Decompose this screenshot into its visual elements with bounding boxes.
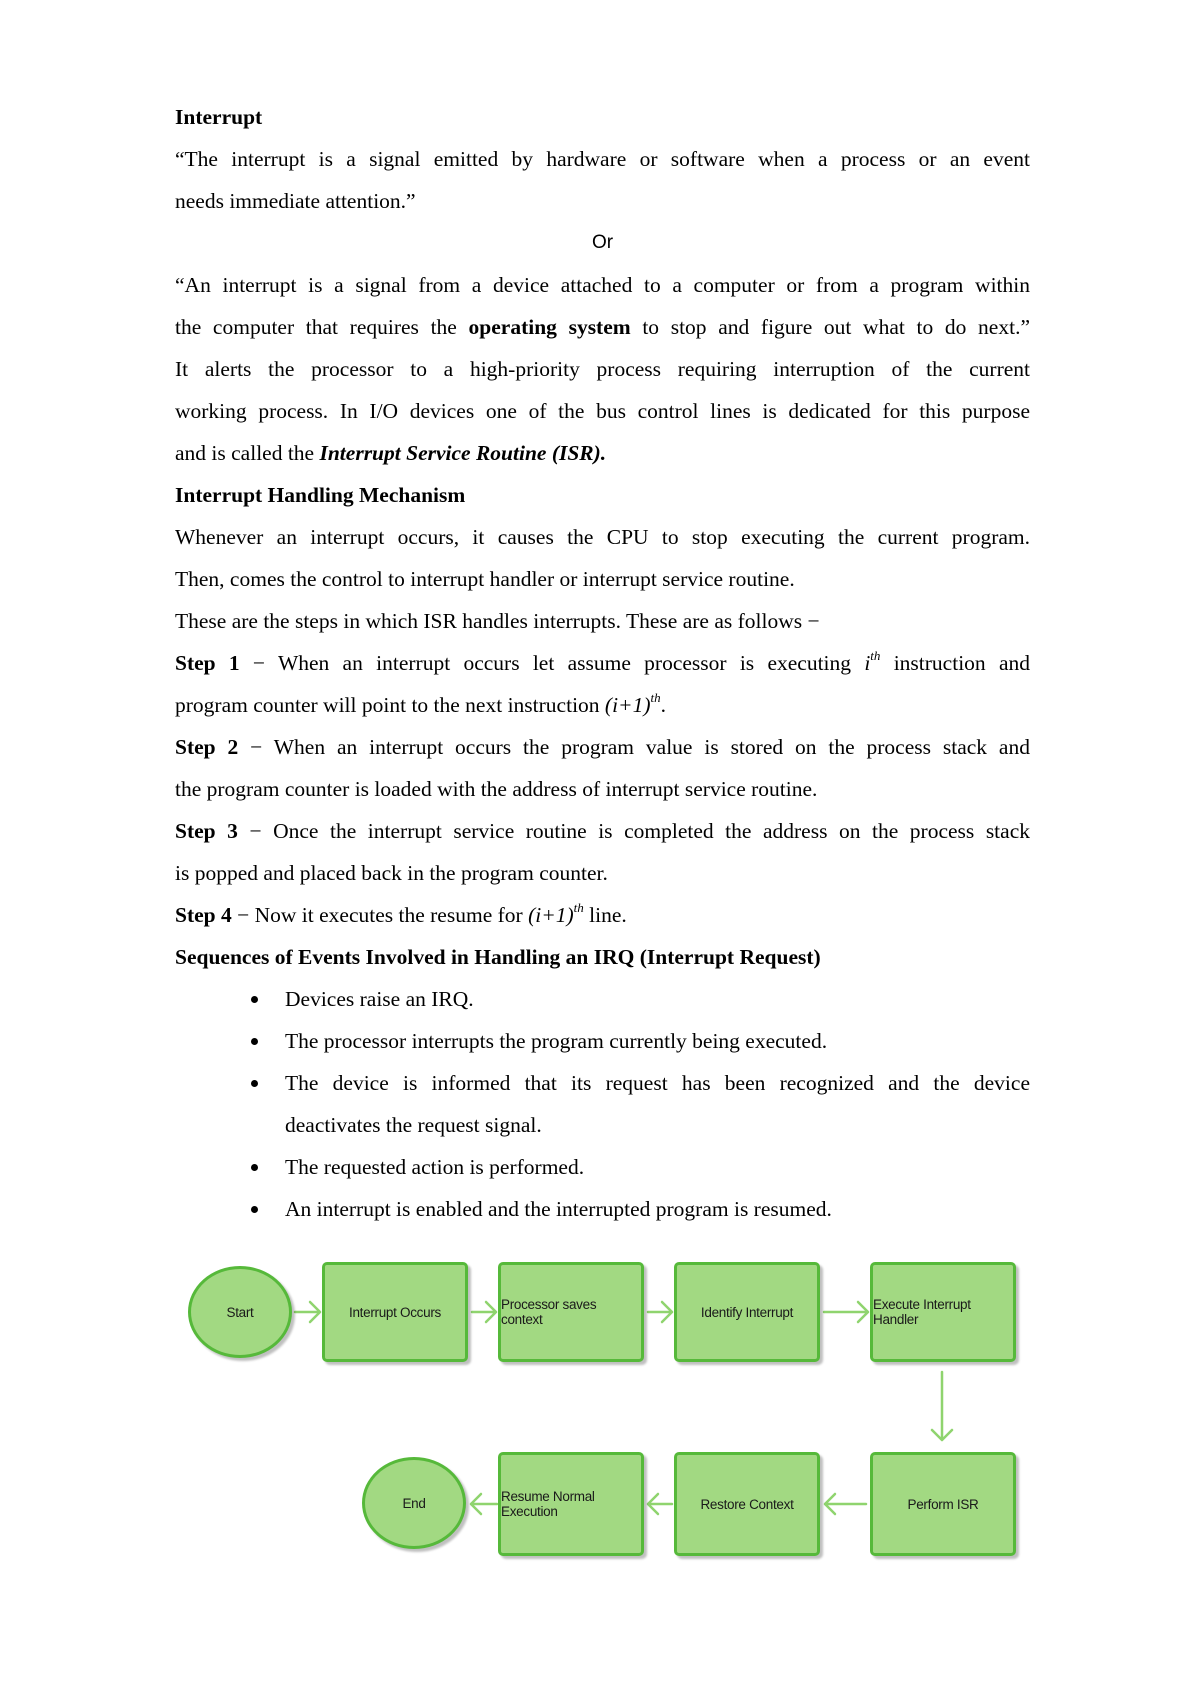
isr-term: Interrupt Service Routine (ISR). <box>319 441 607 465</box>
definition-2-line-1: “An interrupt is a signal from a device attached to a computer or from a program within <box>175 273 1030 297</box>
step-4-text-end: line. <box>583 903 627 927</box>
bullet-icon <box>251 996 258 1003</box>
list-item-text-continued: deactivates the request signal. <box>285 1113 542 1137</box>
alert-line-2: working process. In I/O devices one of the bus control lines is dedicated for this purpose <box>175 399 1030 423</box>
list-item <box>175 1188 1030 1230</box>
list-item <box>175 978 1030 1020</box>
arrow-identify-to-execute <box>824 1302 868 1322</box>
step-4-text: − Now it executes the resume for <box>231 903 529 927</box>
flow-node-interrupt-occurs: Interrupt Occurs <box>322 1262 468 1362</box>
step-3-label: Step 3 <box>175 819 238 843</box>
list-item-text: The processor interrupts the program currently being executed. <box>285 1029 828 1053</box>
step-2-line-1 <box>175 726 1030 768</box>
step-1-text: − When an interrupt occurs let assume processor is executing <box>239 651 865 675</box>
step-1-line-2-text: program counter will point to the next instruction <box>175 693 605 717</box>
step-1-label: Step 1 <box>175 651 240 675</box>
arrow-restore-to-resume <box>648 1494 672 1514</box>
alert-line-1: It alerts the processor to a high-priority process requiring interruption of the current <box>175 357 1030 381</box>
definition-1-line-2: needs immediate attention.” <box>175 189 416 213</box>
step-2-text: − When an interrupt occurs the program value is stored on the process stack and <box>238 735 1030 759</box>
definition-2-text: the computer that requires the <box>175 315 469 339</box>
document-body <box>175 96 1030 1230</box>
bullet-icon <box>251 1206 258 1213</box>
arrow-save-to-identify <box>648 1302 672 1322</box>
bullet-icon <box>251 1080 258 1087</box>
flow-node-execute-handler: Execute Interrupt Handler <box>870 1262 1016 1362</box>
list-item <box>175 1020 1030 1062</box>
or-separator: Or <box>591 232 614 253</box>
arrow-perform-to-restore <box>825 1494 866 1514</box>
step-1-i: i <box>864 651 871 675</box>
arrow-resume-to-end <box>471 1494 497 1514</box>
heading-sequence: Sequences of Events Involved in Handling an IRQ (Interrupt Request) <box>175 945 821 969</box>
step-1-line-2-th: th <box>650 689 661 705</box>
step-1-i-plus-1: (i+1) <box>604 693 651 717</box>
list-item-text: The requested action is performed. <box>285 1155 585 1179</box>
mechanism-line-1: Whenever an interrupt occurs, it causes the CPU to stop executing the current program. <box>175 525 1030 549</box>
step-2-label: Step 2 <box>175 735 239 759</box>
list-item <box>175 1146 1030 1188</box>
arrow-interrupt-to-save <box>472 1302 496 1322</box>
step-1-line-1 <box>175 642 1030 684</box>
bullet-icon <box>251 1164 258 1171</box>
mechanism-line-2: Then, comes the control to interrupt handler or interrupt service routine. <box>175 567 795 591</box>
step-3-text: − Once the interrupt service routine is completed the address on the process stack <box>237 819 1030 843</box>
step-1-line-2 <box>175 684 1030 726</box>
step-1-th: th <box>870 647 881 663</box>
step-4-th: th <box>573 899 584 915</box>
step-2-line-2: the program counter is loaded with the address of interrupt service routine. <box>175 777 818 801</box>
definition-2-text-end: to stop and figure out what to do next.” <box>630 315 1030 339</box>
definition-1-line-1: “The interrupt is a signal emitted by hardware or software when a process or an event <box>175 147 1030 171</box>
list-item-text: Devices raise an IRQ. <box>285 987 474 1011</box>
list-item <box>175 1062 1030 1146</box>
flow-node-saves-context: Processor saves context <box>498 1262 644 1362</box>
step-4-i-plus-1: (i+1) <box>528 903 574 927</box>
alert-line-3 <box>175 432 1030 474</box>
flow-node-start: Start <box>188 1266 292 1358</box>
step-3-line-1 <box>175 810 1030 852</box>
heading-mechanism: Interrupt Handling Mechanism <box>175 483 466 507</box>
arrow-execute-to-perform <box>932 1372 952 1440</box>
irq-sequence-list <box>175 978 1030 1230</box>
mechanism-line-3: These are the steps in which ISR handles interrupts. These are as follows − <box>175 609 820 633</box>
list-item-text: An interrupt is enabled and the interrupted program is resumed. <box>285 1197 832 1221</box>
flow-node-perform-isr: Perform ISR <box>870 1452 1016 1556</box>
flow-node-restore-context: Restore Context <box>674 1452 820 1556</box>
flow-node-identify-interrupt: Identify Interrupt <box>674 1262 820 1362</box>
step-4-label: Step 4 <box>175 903 232 927</box>
list-item-text: The device is informed that its request has been recognized and the device <box>285 1071 1030 1095</box>
flow-node-end: End <box>362 1457 466 1549</box>
step-4-line <box>175 894 1030 936</box>
alert-text: and is called the <box>175 441 320 465</box>
definition-2-line-2 <box>175 306 1030 348</box>
bullet-icon <box>251 1038 258 1045</box>
step-1-text-end: instruction and <box>880 651 1030 675</box>
operating-system-term: operating system <box>468 315 631 339</box>
step-3-line-2: is popped and placed back in the program counter. <box>175 861 608 885</box>
heading-interrupt: Interrupt <box>175 105 263 129</box>
arrow-start-to-interrupt <box>295 1302 320 1322</box>
step-1-period: . <box>660 693 666 717</box>
flow-node-resume-execution: Resume Normal Execution <box>498 1452 644 1556</box>
